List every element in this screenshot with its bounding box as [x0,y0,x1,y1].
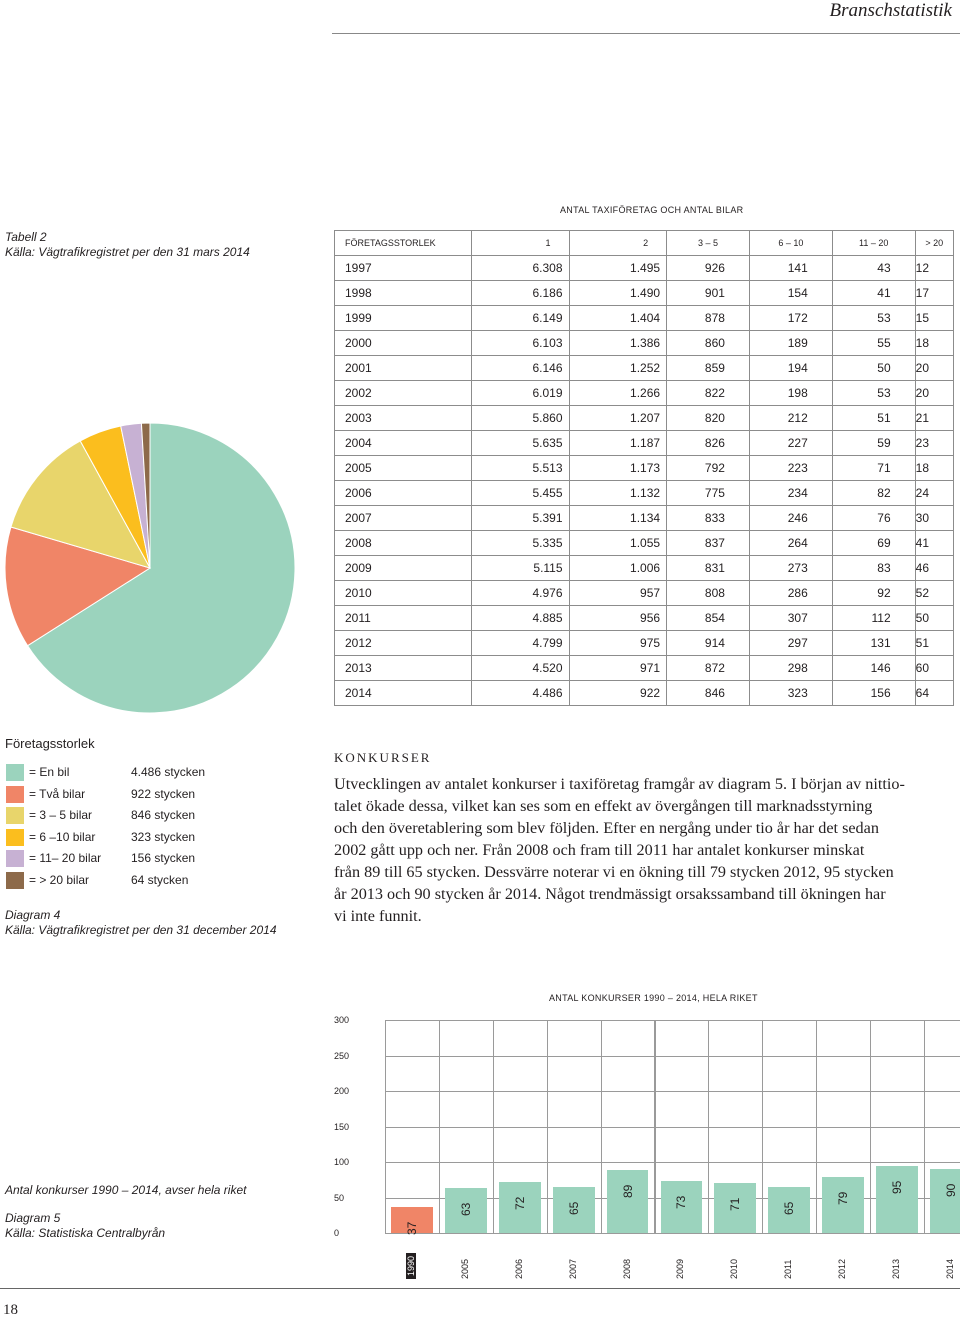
grid-cell [547,1020,602,1057]
legend-value: 922 stycken [131,786,196,801]
grid-cell [655,1127,710,1164]
y-tick-label: 200 [334,1086,350,1096]
row-year-cell: 2011 [335,606,472,631]
grid-cell [708,1056,763,1093]
table-cell: 223 [749,456,832,481]
table-title: ANTAL TAXIFÖRETAG OCH ANTAL BILAR [560,205,744,215]
grid-cell [601,1020,656,1057]
section-body [334,773,956,927]
table-cell: 154 [749,281,832,306]
table-cell: 1.404 [569,306,667,331]
table-cell: 5.115 [471,556,569,581]
row-year-cell: 1999 [335,306,472,331]
table-cell: 297 [749,631,832,656]
table-cell: 1.173 [569,456,667,481]
table-cell: 956 [569,606,667,631]
header-title: Branschstatistik [829,0,952,21]
grid-cell [762,1127,817,1164]
table-cell: 837 [667,531,750,556]
grid-cell [708,1127,763,1164]
table-cell: 878 [667,306,750,331]
x-tick-label: 2007 [567,1258,578,1279]
x-tick-label: 2006 [513,1258,524,1279]
table-cell: 826 [667,431,750,456]
grid-cell [493,1056,548,1093]
table-cell: 5.860 [471,406,569,431]
table-row [335,656,954,681]
legend-label: = 3 – 5 bilar [29,808,93,823]
body-line: år 2013 och 90 stycken år 2014. Något trendmässigt orsakssamband till ökningen har [334,885,886,903]
table-cell: 6.146 [471,356,569,381]
diagram5-caption-label: Diagram 5 [5,1211,61,1225]
y-tick-label: 250 [334,1050,350,1061]
grid-cell [870,1091,925,1128]
table-cell: 792 [667,456,750,481]
legend-item [6,764,266,784]
company-size-pie-chart [0,420,300,720]
footer-rule [0,1288,960,1289]
table-cell: 51 [832,406,915,431]
table-cell: 50 [915,606,953,631]
table-cell: 71 [832,456,915,481]
table-cell: 860 [667,331,750,356]
legend-value: 64 stycken [131,873,189,887]
grid-cell [601,1091,656,1128]
legend-label: = Två bilar [29,786,86,801]
x-tick-label: 2013 [891,1258,902,1279]
table-cell: 60 [915,656,953,681]
grid-cell [547,1127,602,1164]
diagram5-caption-source: Källa: Statistiska Centralbyrån [5,1226,166,1240]
grid-cell [762,1091,817,1128]
grid-cell [385,1127,440,1164]
table-cell: 53 [832,306,915,331]
body-line: från 89 till 65 stycken. Dessvärre noterar vi en ökning till 79 stycken 2012, 95 stycken [334,863,894,881]
table-cell: 859 [667,356,750,381]
table-row [335,556,954,581]
table-cell: 831 [667,556,750,581]
grid-cell [385,1020,440,1057]
table-row [335,431,954,456]
table-row [335,306,954,331]
legend-value: 156 stycken [131,851,196,866]
row-year-cell: 2014 [335,681,472,706]
legend-label: = > 20 bilar [29,873,90,887]
table-cell: 6.103 [471,331,569,356]
table-cell: 20 [915,356,953,381]
legend-value: 4.486 stycken [131,765,206,779]
table-cell: 820 [667,406,750,431]
header-rule [332,33,960,34]
col-header: 2 [569,231,667,256]
col-header: FÖRETAGSSTORLEK [335,231,472,256]
row-year-cell: 2006 [335,481,472,506]
table-cell: 846 [667,681,750,706]
table-cell: 1.207 [569,406,667,431]
legend-label: = 11– 20 bilar [29,851,102,866]
grid-cell [385,1091,440,1128]
table-row [335,481,954,506]
x-tick-label: 2011 [783,1259,794,1279]
table-cell: 1.134 [569,506,667,531]
grid-cell [870,1020,925,1057]
table-cell: 131 [832,631,915,656]
table-cell: 6.308 [471,256,569,281]
table-cell: 18 [915,456,953,481]
table-cell: 1.187 [569,431,667,456]
table-row [335,456,954,481]
legend-item [6,829,266,849]
grid-cell [762,1056,817,1093]
table-cell: 1.055 [569,531,667,556]
table-cell: 172 [749,306,832,331]
table-cell: 53 [832,381,915,406]
x-tick-label: 2008 [621,1258,632,1279]
table-cell: 1.252 [569,356,667,381]
bar [876,1166,918,1233]
table-caption-source: Källa: Vägtrafikregistret per den 31 mars 2014 [5,245,250,259]
bar-value-label: 95 [890,1180,905,1194]
col-header: 3 – 5 [667,231,750,256]
grid-cell [924,1020,960,1057]
row-year-cell: 2008 [335,531,472,556]
table-cell: 286 [749,581,832,606]
grid-cell [762,1020,817,1057]
table-cell: 808 [667,581,750,606]
grid-cell [655,1056,710,1093]
table-cell: 264 [749,531,832,556]
table-cell: 43 [832,256,915,281]
table-cell: 17 [915,281,953,306]
grid-cell [870,1127,925,1164]
body-line: talet ökade dessa, vilket kan ses som en effekt av övergången till marknadsstyrning [334,797,873,815]
diagram4-caption-label: Diagram 4 [5,908,61,922]
table-cell: 872 [667,656,750,681]
bar-value-label: 37 [404,1221,419,1235]
table-row [335,681,954,706]
legend-item [6,807,266,827]
grid-cell [601,1056,656,1093]
legend-swatch [6,872,24,889]
legend-value: 323 stycken [131,829,196,844]
grid-cell [493,1091,548,1128]
table-cell: 112 [832,606,915,631]
bar [607,1170,649,1233]
table-cell: 52 [915,581,953,606]
grid-cell [870,1056,925,1093]
row-year-cell: 2012 [335,631,472,656]
table-cell: 18 [915,331,953,356]
table-row [335,331,954,356]
table-row [335,506,954,531]
row-year-cell: 2002 [335,381,472,406]
row-year-cell: 2013 [335,656,472,681]
table-row [335,406,954,431]
y-tick-label: 300 [334,1015,350,1025]
table-cell: 1.490 [569,281,667,306]
table-cell: 189 [749,331,832,356]
grid-cell [816,1091,871,1128]
row-year-cell: 1998 [335,281,472,306]
row-year-cell: 2010 [335,581,472,606]
table-cell: 23 [915,431,953,456]
legend-swatch [6,807,24,824]
table-cell: 227 [749,431,832,456]
table-cell: 4.486 [471,681,569,706]
y-tick-label: 100 [334,1157,350,1167]
table-cell: 69 [832,531,915,556]
grid-cell [816,1127,871,1164]
grid-cell [601,1127,656,1164]
y-tick-label: 150 [334,1121,350,1132]
x-tick-label: 2014 [944,1258,955,1279]
grid-cell [816,1056,871,1093]
row-year-cell: 2007 [335,506,472,531]
row-year-cell: 2000 [335,331,472,356]
table-cell: 194 [749,356,832,381]
table-cell: 1.132 [569,481,667,506]
grid-cell [547,1091,602,1128]
x-tick-label: 2010 [729,1258,740,1279]
table-cell: 41 [832,281,915,306]
table-header-row [335,231,954,256]
table-cell: 41 [915,531,953,556]
grid-cell [439,1091,494,1128]
table-cell: 76 [832,506,915,531]
row-year-cell: 2009 [335,556,472,581]
grid-cell [924,1056,960,1093]
body-line: Utvecklingen av antalet konkurser i taxiföretag framgår av diagram 5. I början av nittio- [334,775,905,793]
grid-cell [439,1020,494,1057]
bar-value-label: 89 [620,1184,635,1198]
table-cell: 273 [749,556,832,581]
table-cell: 775 [667,481,750,506]
grid-cell [439,1127,494,1164]
table-cell: 926 [667,256,750,281]
grid-cell [493,1127,548,1164]
table-row [335,581,954,606]
bar [930,1169,960,1233]
legend-item [6,786,266,806]
x-tick-label: 2009 [675,1258,686,1279]
table-cell: 12 [915,256,953,281]
table-cell: 6.149 [471,306,569,331]
page-number: 18 [3,1302,18,1318]
bar-value-label: 63 [458,1202,473,1217]
legend-item [6,850,266,870]
table-cell: 975 [569,631,667,656]
bar-value-label: 71 [728,1197,743,1211]
table-cell: 6.186 [471,281,569,306]
grid-cell [493,1020,548,1057]
table-cell: 5.455 [471,481,569,506]
col-header: 6 – 10 [749,231,832,256]
legend-swatch [6,764,24,781]
y-tick-label: 0 [334,1228,340,1238]
table-cell: 323 [749,681,832,706]
table-cell: 156 [832,681,915,706]
table-row [335,631,954,656]
bar-value-label: 79 [836,1191,851,1205]
table-row [335,281,954,306]
table-cell: 83 [832,556,915,581]
legend-title: Företagsstorlek [5,736,95,751]
grid-cell [708,1091,763,1128]
y-tick-label: 50 [334,1192,345,1203]
table-cell: 4.885 [471,606,569,631]
table-cell: 298 [749,656,832,681]
legend-swatch [6,786,24,803]
table-cell: 82 [832,481,915,506]
col-header: > 20 [915,231,953,256]
bar-value-label: 73 [674,1195,689,1210]
table-cell: 4.976 [471,581,569,606]
table-cell: 6.019 [471,381,569,406]
table-cell: 1.386 [569,331,667,356]
table-cell: 15 [915,306,953,331]
legend-value: 846 stycken [131,808,196,823]
table-cell: 198 [749,381,832,406]
table-cell: 971 [569,656,667,681]
table-row [335,606,954,631]
table-cell: 51 [915,631,953,656]
diagram4-caption-source: Källa: Vägtrafikregistret per den 31 december 2014 [5,923,277,937]
table-cell: 4.520 [471,656,569,681]
legend-swatch [6,850,24,867]
table-cell: 307 [749,606,832,631]
table-cell: 957 [569,581,667,606]
bar-value-label: 65 [566,1201,581,1215]
table-cell: 30 [915,506,953,531]
legend-swatch [6,829,24,846]
table-cell: 4.799 [471,631,569,656]
table-row [335,381,954,406]
table-cell: 5.335 [471,531,569,556]
table-cell: 50 [832,356,915,381]
table-cell: 1.266 [569,381,667,406]
table-row [335,531,954,556]
table-row [335,356,954,381]
table-cell: 5.391 [471,506,569,531]
body-line: 2002 gått upp och ner. Från 2008 och fram till 2011 har antalet konkurser minskat [334,841,865,859]
x-tick-label: 1990 [406,1253,416,1279]
row-year-cell: 2001 [335,356,472,381]
table-row [335,256,954,281]
table-cell: 1.006 [569,556,667,581]
bar-value-label: 65 [782,1201,797,1215]
body-line: vi inte funnit. [334,907,422,925]
grid-cell [385,1056,440,1093]
table-cell: 59 [832,431,915,456]
table-cell: 46 [915,556,953,581]
table-caption-label: Tabell 2 [5,230,47,244]
diagram5-caption-title: Antal konkurser 1990 – 2014, avser hela riket [5,1183,247,1197]
grid-cell [708,1020,763,1057]
table-cell: 5.635 [471,431,569,456]
company-size-table [334,230,954,706]
table-cell: 21 [915,406,953,431]
table-cell: 901 [667,281,750,306]
bar-chart-title: ANTAL KONKURSER 1990 – 2014, HELA RIKET [549,993,758,1003]
table-cell: 146 [832,656,915,681]
table-cell: 922 [569,681,667,706]
table-cell: 92 [832,581,915,606]
col-header: 11 – 20 [832,231,915,256]
body-line: och den överetablering som blev följden. Efter en nergång under tio år har det sedan [334,819,879,837]
grid-cell [924,1127,960,1164]
table-cell: 914 [667,631,750,656]
table-cell: 64 [915,681,953,706]
table-cell: 234 [749,481,832,506]
grid-cell [655,1091,710,1128]
legend-label: = 6 –10 bilar [29,829,96,844]
section-heading: KONKURSER [334,750,432,765]
bar-value-label: 90 [943,1183,958,1198]
legend-item [6,872,266,892]
table-cell: 212 [749,406,832,431]
row-year-cell: 2004 [335,431,472,456]
table-cell: 833 [667,506,750,531]
grid-cell [924,1091,960,1128]
grid-cell [385,1162,440,1199]
table-cell: 1.495 [569,256,667,281]
x-tick-label: 2005 [459,1258,470,1279]
table-cell: 822 [667,381,750,406]
col-header: 1 [471,231,569,256]
grid-cell [655,1020,710,1057]
table-cell: 24 [915,481,953,506]
table-cell: 246 [749,506,832,531]
grid-cell [439,1056,494,1093]
bar-value-label: 72 [512,1196,527,1210]
table-cell: 5.513 [471,456,569,481]
row-year-cell: 2005 [335,456,472,481]
x-tick-label: 2012 [837,1258,848,1279]
table-cell: 854 [667,606,750,631]
table-cell: 20 [915,381,953,406]
table-cell: 141 [749,256,832,281]
legend-label: = En bil [29,765,70,779]
table-cell: 55 [832,331,915,356]
grid-cell [547,1056,602,1093]
row-year-cell: 1997 [335,256,472,281]
grid-cell [816,1020,871,1057]
row-year-cell: 2003 [335,406,472,431]
